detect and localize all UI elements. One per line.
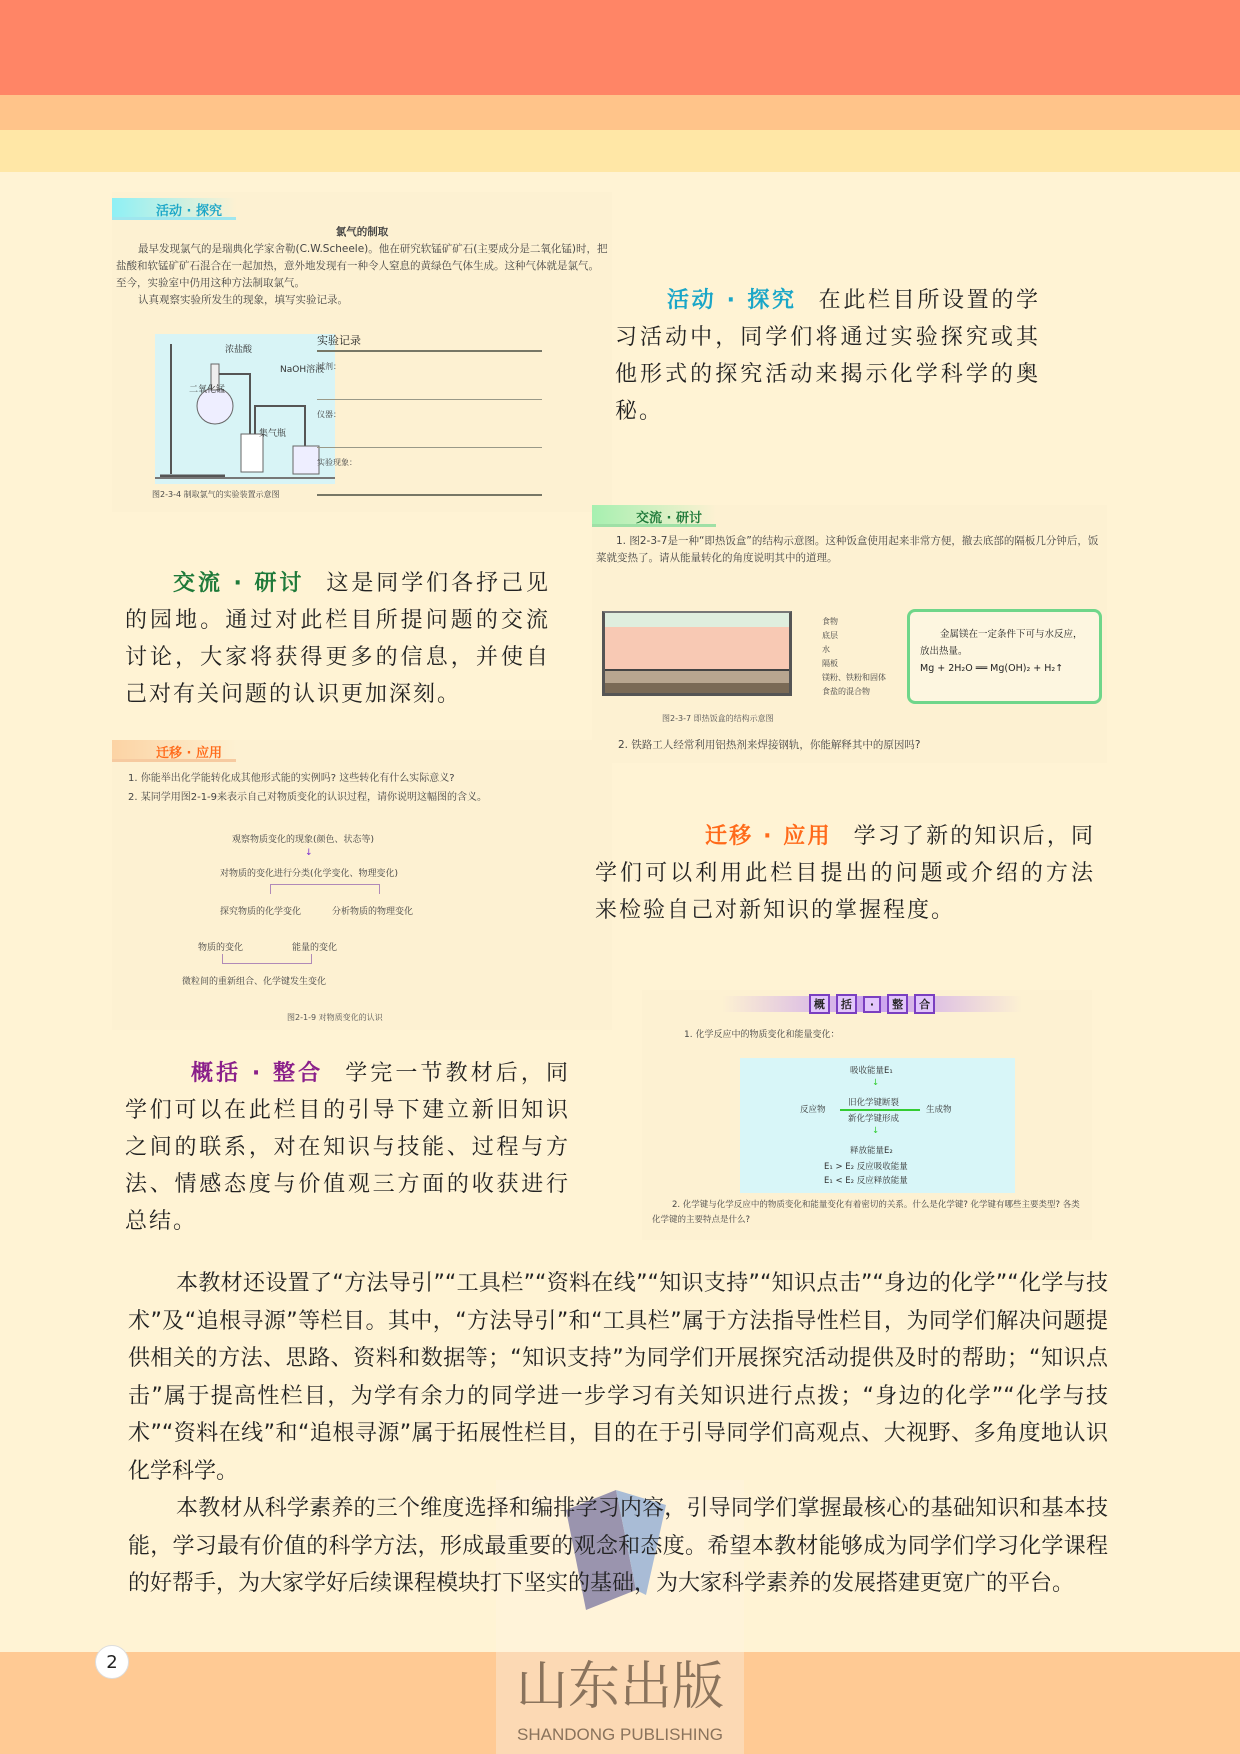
flow-step: 微粒间的重新组合、化学键发生变化 — [182, 977, 327, 987]
migration-q1: 1. 你能举出化学能转化成其他形式能的实例吗? 这些转化有什么实际意义? — [128, 773, 455, 784]
label-gas-bottle: 集气瓶 — [259, 429, 287, 439]
condition-2: E₁ < E₂ 反应释放能量 — [824, 1176, 908, 1186]
activity-heading: 活动 · 探究 — [667, 288, 797, 313]
summary-example — [642, 990, 1092, 1240]
record-row: 实验现象： — [317, 448, 542, 496]
experiment-record — [317, 332, 542, 496]
body-paragraph-1: 本教材还设置了“方法导引”“工具栏”“资料在线”“知识支持”“知识点击”“身边的化学”“化学与技术”及“追根寻源”等栏目。其中，“方法导引”和“工具栏”属于方法指导性栏目，为同学们解决问题提供相关的方法、思路、资料和数据等；“知识支持”为同学们开展探究活动提供及时的帮助；“知识点击”属于提高性栏目，为学有余力的同学进一步学习有关知识进行点拨；“身边的化学”“化学与技术”“资料在线”和“追根寻源”属于拓展性栏目，目的在于引导同学们高观点、大视野、多角度地认识化学科学。 — [128, 1271, 1108, 1484]
arrow-down-icon: ↓ — [872, 1126, 880, 1136]
activity-para: 最早发现氯气的是瑞典化学家舍勒(C.W.Scheele)。他在研究软锰矿矿石(主要成分是二氧化锰)时，把盐酸和软锰矿矿石混合在一起加热，意外地发现有一种令人窒息的黄绿色气体生成。这种气体就是氯气。至今，实验室中仍用这种方法制取氯气。 — [116, 243, 608, 289]
reactant-label: 反应物 — [800, 1105, 826, 1115]
energy-diagram — [740, 1058, 1015, 1193]
label-naoh: NaOH溶液 — [280, 365, 325, 375]
arrow-down-icon: ↓ — [305, 848, 313, 858]
header-band-orange — [0, 95, 1240, 130]
body-text — [128, 1265, 1108, 1603]
figure-caption: 图2-3-7 即热饭盒的结构示意图 — [662, 714, 774, 723]
lunchbox-labels — [822, 615, 892, 699]
summary-tab-char: 括 — [836, 994, 857, 1014]
summary-desc-text: 学完一节教材后，同学们可以在此栏目的引导下建立新旧知识之间的联系，对在知识与技能、过程与方法、情感态度与价值观三方面的收获进行总结。 — [125, 1061, 570, 1234]
migration-tab: 迁移 · 应用 — [112, 740, 236, 762]
migration-desc-text: 学习了新的知识后，同学们可以利用此栏目提出的问题或介绍的方法来检验自己对新知识的掌握程度。 — [595, 824, 1095, 923]
exchange-desc-text: 这是同学们各抒己见的园地。通过对此栏目所提问题的交流讨论，大家将获得更多的信息，并使自己对有关问题的认识更加深刻。 — [125, 571, 550, 707]
magnesium-note — [907, 609, 1102, 704]
exchange-heading: 交流 · 研讨 — [173, 571, 305, 596]
label-hcl: 浓盐酸 — [225, 345, 253, 355]
label: 食物 — [822, 617, 838, 626]
label: 隔板 — [822, 659, 838, 668]
summary-tab-char: 概 — [809, 994, 830, 1014]
figure-caption: 图2-3-4 制取氯气的实验装置示意图 — [152, 490, 280, 499]
figure-caption: 图2-1-9 对物质变化的认识 — [287, 1013, 383, 1022]
exchange-description — [125, 565, 550, 713]
activity-desc-text: 在此栏目所设置的学习活动中，同学们将通过实验探究或其他形式的探究活动来揭示化学科学的奥秘。 — [615, 288, 1040, 424]
activity-instruction: 认真观察实验所发生的现象，填写实验记录。 — [138, 294, 348, 306]
summary-tab-char: 合 — [914, 994, 935, 1014]
label: 底层 — [822, 631, 838, 640]
migration-description — [595, 818, 1095, 929]
header-band-red — [0, 0, 1240, 95]
equation: Mg + 2H₂O ══ Mg(OH)₂ + H₂↑ — [920, 663, 1064, 674]
summary-tab — [722, 996, 1022, 1012]
flow-step: 物质的变化 — [198, 943, 244, 953]
exchange-tab: 交流 · 研讨 — [592, 505, 716, 527]
activity-tab: 活动 · 探究 — [112, 198, 236, 220]
product-label: 生成物 — [926, 1105, 952, 1115]
summary-tab-char: · — [863, 996, 881, 1013]
record-row: 仪器： — [317, 400, 542, 448]
note-text: 金属镁在一定条件下可与水反应，放出热量。 — [920, 629, 1083, 657]
flow-connector — [270, 884, 380, 894]
migration-example — [112, 740, 612, 1030]
lunchbox-figure — [602, 611, 792, 696]
absorb-label: 吸收能量E₁ — [850, 1066, 893, 1076]
condition-1: E₁ > E₂ 反应吸收能量 — [824, 1162, 908, 1172]
publisher-watermark — [496, 1652, 744, 1754]
summary-q2: 2. 化学键与化学反应中的物质变化和能量变化有着密切的关系。什么是化学键? 化学键有哪些主要类型? 各类化学键的主要特点是什么? — [652, 1200, 1080, 1225]
apparatus-drawing — [155, 334, 335, 484]
summary-heading: 概括 · 整合 — [191, 1061, 324, 1086]
exchange-example — [592, 505, 1107, 763]
label: 水 — [822, 645, 830, 654]
watermark-en: SHANDONG PUBLISHING — [517, 1725, 723, 1744]
header-band-yellow — [0, 130, 1240, 172]
migration-heading: 迁移 · 应用 — [705, 824, 832, 849]
body-paragraph-2: 本教材从科学素养的三个维度选择和编排学习内容，引导同学们掌握最核心的基础知识和基本技能，学习最有价值的科学方法，形成最重要的观念和态度。希望本教材能够成为同学们学习化学课程的好帮手，为大家学好后续课程模块打下坚实的基础，为大家科学素养的发展搭建更宽广的平台。 — [128, 1496, 1108, 1596]
page-number: 2 — [95, 1645, 129, 1679]
release-label: 释放能量E₂ — [850, 1146, 893, 1156]
label-mno2: 二氧化锰 — [189, 385, 226, 395]
exchange-q1: 1. 图2-3-7是一种“即热饭盒”的结构示意图。这种饭盒使用起来非常方便，撤去底部的隔板几分钟后，饭菜就变热了。请从能量转化的角度说明其中的道理。 — [596, 535, 1099, 564]
activity-description — [615, 282, 1040, 430]
flow-step: 探究物质的化学变化 — [220, 907, 302, 917]
chlorine-apparatus-figure — [155, 334, 335, 484]
record-row: 试剂： — [317, 352, 542, 400]
label: 镁粉、铁粉和固体食盐的混合物 — [822, 673, 886, 696]
summary-tab-char: 整 — [887, 994, 908, 1014]
flow-step: 对物质的变化进行分类(化学变化、物理变化) — [220, 869, 399, 879]
record-title: 实验记录 — [317, 332, 542, 352]
watermark-cn: 山东出版 — [515, 1657, 724, 1717]
flow-diagram — [182, 832, 492, 1002]
flow-connector — [222, 954, 312, 964]
summary-q1: 1. 化学反应中的物质变化和能量变化： — [684, 1030, 840, 1040]
form-label: 新化学键形成 — [848, 1114, 900, 1124]
summary-description — [125, 1055, 570, 1240]
activity-example — [112, 192, 612, 512]
activity-title: 氯气的制取 — [335, 226, 389, 238]
exchange-q2: 2. 铁路工人经常利用铝热剂来焊接钢轨，你能解释其中的原因吗? — [618, 739, 921, 751]
flow-step: 能量的变化 — [292, 943, 338, 953]
arrow-down-icon: ↓ — [872, 1078, 880, 1088]
migration-q2: 2. 某同学用图2-1-9来表示自己对物质变化的认识过程，请你说明这幅图的含义。 — [128, 792, 488, 803]
reaction-arrow — [840, 1109, 920, 1111]
flow-step: 分析物质的物理变化 — [332, 907, 414, 917]
flow-step: 观察物质变化的现象(颜色、状态等) — [232, 835, 375, 845]
break-label: 旧化学键断裂 — [848, 1098, 900, 1108]
